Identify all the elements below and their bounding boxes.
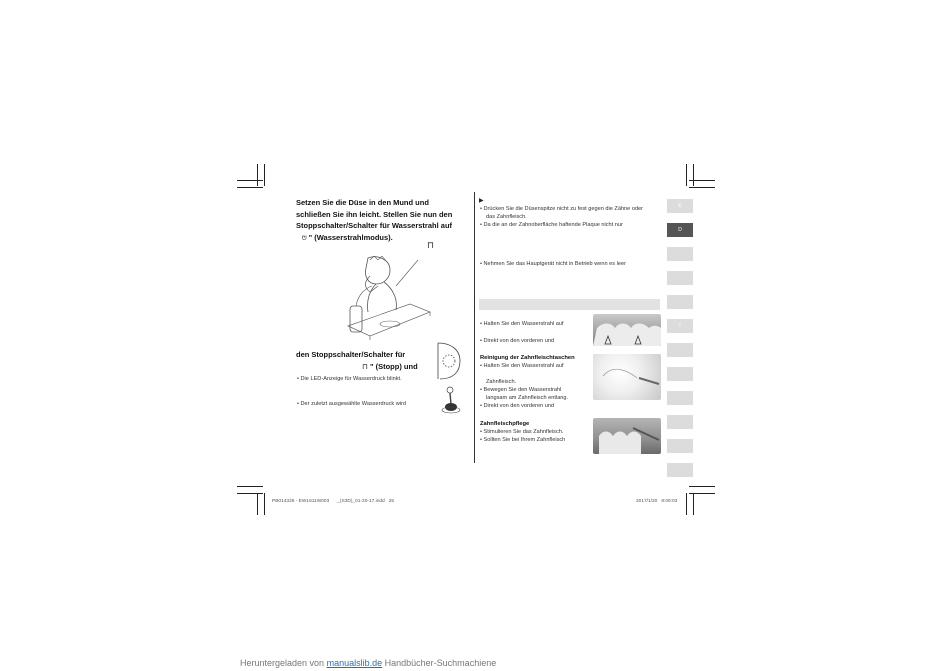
tab-lang bbox=[667, 271, 693, 285]
crop-mark bbox=[237, 493, 263, 494]
usage-illustration bbox=[340, 256, 432, 340]
crop-mark bbox=[264, 164, 265, 186]
crop-mark bbox=[693, 164, 694, 186]
print-slug-right: 2017/1/20 8:09:03 bbox=[636, 499, 678, 504]
crop-mark bbox=[257, 164, 258, 186]
crop-mark bbox=[237, 180, 263, 181]
crop-mark bbox=[689, 486, 715, 487]
manualslib-link[interactable]: manualslib.de bbox=[326, 658, 383, 668]
tab-lang bbox=[667, 367, 693, 381]
column-divider bbox=[474, 192, 475, 463]
gum-care-heading: Zahnfleischpflege bbox=[480, 421, 530, 427]
tab-lang bbox=[667, 391, 693, 405]
crop-mark bbox=[264, 493, 265, 515]
tab-lang bbox=[667, 439, 693, 453]
tab-lang bbox=[667, 295, 693, 309]
gum-care-photo bbox=[593, 418, 661, 454]
crop-mark bbox=[237, 486, 263, 487]
pocket-heading: Reinigung der Zahnfleischtaschen bbox=[480, 355, 575, 361]
teeth-photo bbox=[593, 314, 661, 346]
crop-mark bbox=[257, 493, 258, 515]
crop-mark bbox=[686, 164, 687, 186]
device-illustration bbox=[434, 341, 464, 381]
bullet-pressure: • Der zuletzt ausgewählte Wasserdruck wird bbox=[297, 400, 406, 408]
pocket-bullets: • Halten Sie den Wasserstrahl auf Zahnfleisch. • Bewegen Sie den Wasserstrahl langsam am Zahnfleisch entlang. • Direkt von den vorderen und bbox=[480, 362, 590, 410]
tab-lang: I bbox=[667, 319, 693, 333]
finger-button-illustration bbox=[438, 384, 464, 414]
water-jet-icon: ⩅ bbox=[302, 232, 307, 242]
stop-heading: den Stoppschalter/Schalter für ⊓ " (Stopp) und bbox=[296, 350, 418, 371]
gum-care-bullets: • Stimulieren Sie das Zahnfleisch. • Sollten Sie bei Ihrem Zahnfleisch bbox=[480, 428, 590, 444]
notes-top: • Drücken Sie die Düsenspitze nicht zu fest gegen die Zähne oder das Zahnfleisch. • Da die an der Zahnoberfläche haftende Plaque nicht nur bbox=[480, 205, 662, 229]
crop-mark bbox=[686, 493, 687, 515]
stop-icon: ⊓ bbox=[362, 361, 368, 371]
note-arrow: ▶ bbox=[479, 198, 484, 204]
crop-mark bbox=[689, 187, 715, 188]
section-band bbox=[479, 299, 660, 310]
crop-mark bbox=[237, 187, 263, 188]
crop-mark bbox=[693, 493, 694, 515]
note-empty-unit: • Nehmen Sie das Hauptgerät nicht in Betrieb wenn es leer bbox=[480, 260, 626, 268]
bullet-led: • Die LED-Anzeige für Wasserdruck blinkt. bbox=[297, 375, 402, 383]
step-heading: Setzen Sie die Düse in den Mund und schließen Sie ihn leicht. Stellen Sie nun den Stoppschalter/Schalter für Wasserstrahl auf ⩅ " (Wasserstrahlmodus). bbox=[296, 198, 453, 242]
tab-lang: E bbox=[667, 199, 693, 213]
water-jet-icon: ⊓ bbox=[427, 240, 435, 250]
tab-lang bbox=[667, 415, 693, 429]
tab-lang-active: D bbox=[667, 223, 693, 237]
gum-pocket-photo bbox=[593, 354, 661, 400]
download-footer: Heruntergeladen von manualslib.de Handbücher-Suchmachiene bbox=[240, 658, 497, 668]
print-slug-left: PB014326 - EW1611W003 _(S3D)_01-20-17.indd 25 bbox=[272, 499, 395, 504]
tab-lang bbox=[667, 343, 693, 357]
tab-lang bbox=[667, 247, 693, 261]
tab-lang bbox=[667, 463, 693, 477]
section1-bullets: • Halten Sie den Wasserstrahl auf • Direkt von den vorderen und bbox=[480, 320, 590, 345]
